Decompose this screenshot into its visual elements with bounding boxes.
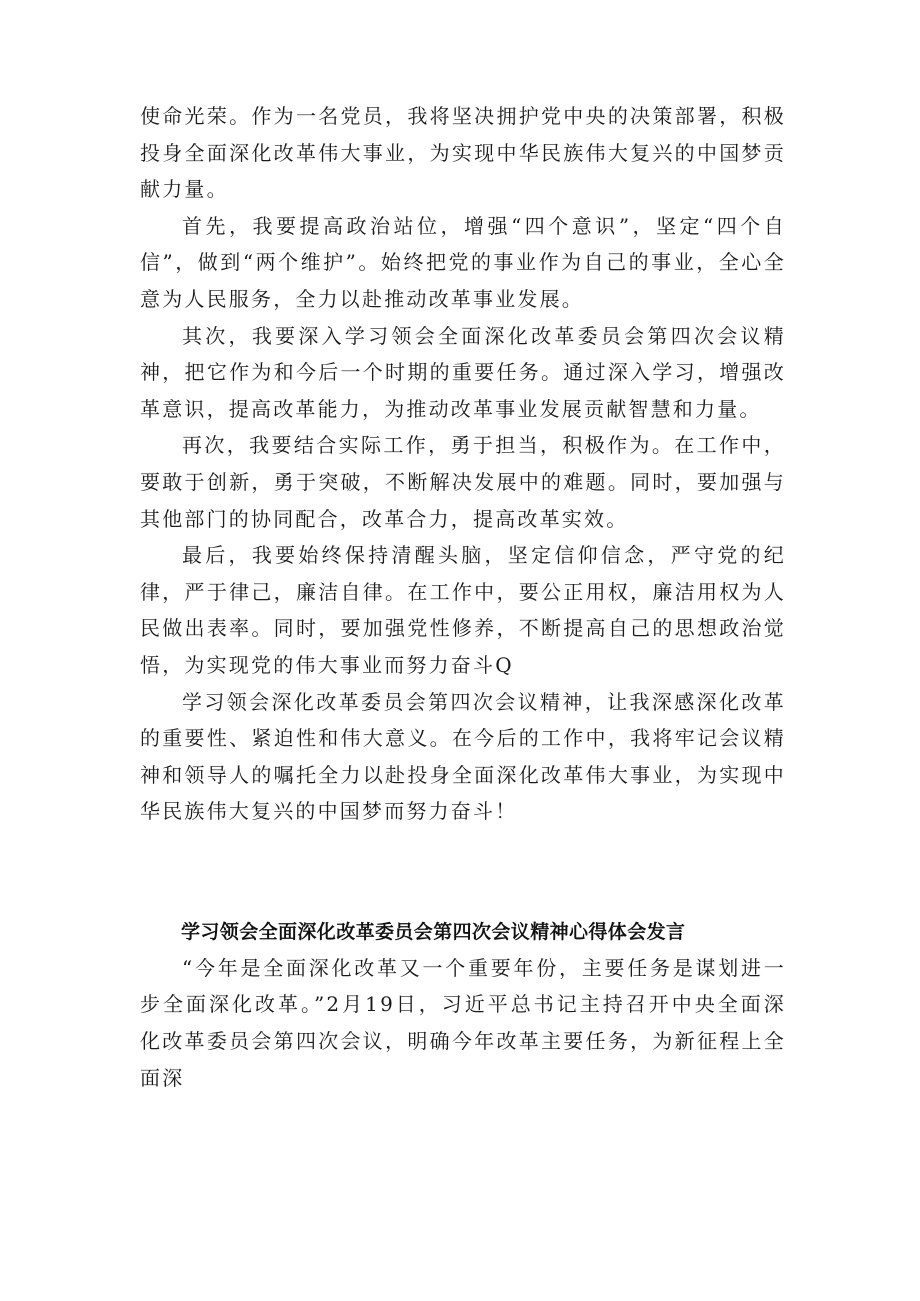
paragraph-final-point: 最后，我要始终保持清醒头脑，坚定信仰信念，严守党的纪律，严于律己，廉洁自律。在工作中，要公正用权，廉洁用权为人民做出表率。同时，要加强党性修养，不断提高自己的思想政治觉悟，为实现党的伟大事业而努力奋斗Q: [140, 543, 786, 677]
document-body: [140, 98, 786, 1096]
paragraph-first-point: 首先，我要提高政治站位，增强“四个意识”，坚定“四个自信”，做到“两个维护”。始终把党的事业作为自己的事业，全心全意为人民服务，全力以赴推动改革事业发展。: [140, 213, 786, 311]
paragraph-second-point: 其次，我要深入学习领会全面深化改革委员会第四次会议精神，把它作为和今后一个时期的重要任务。通过深入学习，增强改革意识，提高改革能力，为推动改革事业发展贡献智慧和力量。: [140, 323, 786, 421]
paragraph-third-point: 再次，我要结合实际工作，勇于担当，积极作为。在工作中，要敢于创新，勇于突破，不断解决发展中的难题。同时，要加强与其他部门的协同配合，改革合力，提高改革实效。: [140, 433, 786, 531]
paragraph-continuation: 使命光荣。作为一名党员，我将坚决拥护党中央的决策部署，积极投身全面深化改革伟大事业，为实现中华民族伟大复兴的中国梦贡献力量。: [140, 104, 786, 202]
paragraph-conclusion: 学习领会深化改革委员会第四次会议精神，让我深感深化改革的重要性、紧迫性和伟大意义。在今后的工作中，我将牢记会议精神和领导人的嘱托全力以赴投身全面深化改革伟大事业，为实现中华民族伟大复兴的中国梦而努力奋斗！: [140, 689, 786, 824]
section-heading: 学习领会全面深化改革委员会第四次会议精神心得体会发言: [181, 920, 686, 943]
paragraph-opening-quote: “今年是全面深化改革又一个重要年份，主要任务是谋划进一步全面深化改革。”2月19日，习近平总书记主持召开中央全面深化改革委员会第四次会议，明确今年改革主要任务，为新征程上全面深: [140, 955, 786, 1090]
